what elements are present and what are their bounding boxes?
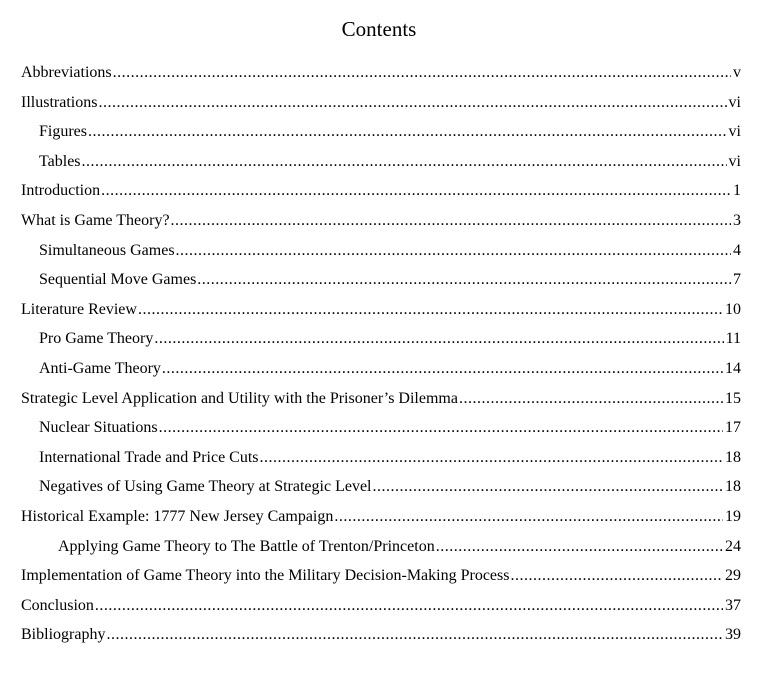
toc-entry-page: 18 [725,448,741,466]
dot-leader [106,620,723,650]
toc-entry[interactable] [21,88,741,118]
toc-entry-label: Applying Game Theory to The Battle of Trenton/Princeton [58,537,435,555]
toc-entry-page: 37 [725,596,741,614]
toc-entry-label: Bibliography [21,626,106,644]
dot-leader [171,206,731,236]
toc-entry-page: 7 [733,271,741,289]
dot-leader [95,591,723,621]
toc-entry-label: Negatives of Using Game Theory at Strategic Level [39,478,372,496]
toc-entry-page: 10 [725,300,741,318]
dot-leader [197,265,731,295]
toc-entry-page: 1 [733,182,741,200]
toc-entry-label: Nuclear Situations [39,419,158,437]
toc-entry-page: vi [728,123,741,141]
toc-subentry[interactable] [21,324,741,354]
dot-leader [113,58,731,88]
dot-leader [138,295,723,325]
toc-entry-page: 39 [725,626,741,644]
toc-entry[interactable] [21,591,741,621]
toc-entry-page: vi [728,152,741,170]
toc-entry-page: 29 [725,567,741,585]
dot-leader [260,443,723,473]
toc-subentry[interactable] [21,147,741,177]
toc-entry-label: Implementation of Game Theory into the Military Decision-Making Process [21,567,510,585]
toc-subentry[interactable] [21,236,741,266]
toc-subentry[interactable] [21,413,741,443]
toc-entry-label: Simultaneous Games [39,241,175,259]
toc-entry-page: 3 [733,211,741,229]
toc-entry-page: 19 [725,507,741,525]
dot-leader [88,117,727,147]
dot-leader [510,561,723,591]
toc-entry-page: 15 [725,389,741,407]
toc-entry[interactable] [21,176,741,206]
toc-entry-page: 18 [725,478,741,496]
dot-leader [436,532,723,562]
dot-leader [459,384,723,414]
toc-entry-page: 11 [725,330,741,348]
dot-leader [162,354,723,384]
dot-leader [98,88,726,118]
toc-entry[interactable] [21,620,741,650]
toc-entry-label: Tables [39,152,81,170]
toc-entry-page: 4 [733,241,741,259]
toc-subentry[interactable] [21,472,741,502]
toc-entry-label: Illustrations [21,93,98,111]
toc-entry-label: Abbreviations [21,64,112,81]
table-of-contents [21,58,741,650]
toc-entry-page: vi [728,93,741,111]
toc-entry-label: Figures [39,123,87,141]
toc-entry-label: International Trade and Price Cuts [39,448,259,466]
dot-leader [176,236,731,266]
toc-entry-label: Strategic Level Application and Utility with the Prisoner’s Dilemma [21,389,458,407]
dot-leader [101,176,731,206]
toc-entry-page: v [733,64,741,81]
dot-leader [334,502,723,532]
toc-entry-page: 14 [725,359,741,377]
toc-entry-label: Introduction [21,182,101,200]
toc-entry[interactable] [21,295,741,325]
toc-subsubentry[interactable] [21,532,741,562]
toc-entry-page: 17 [725,419,741,437]
toc-subentry[interactable] [21,354,741,384]
toc-entry-label: Sequential Move Games [39,271,197,289]
toc-entry-label: What is Game Theory? [21,211,170,229]
toc-entry[interactable] [21,384,741,414]
toc-entry[interactable] [21,502,741,532]
page-title: Contents [341,17,417,41]
toc-entry[interactable] [21,206,741,236]
toc-subentry[interactable] [21,117,741,147]
dot-leader [159,413,723,443]
dot-leader [372,472,723,502]
toc-entry-label: Anti-Game Theory [39,359,161,377]
toc-subentry[interactable] [21,265,741,295]
toc-entry-label: Pro Game Theory [39,330,154,348]
toc-entry[interactable] [21,58,741,88]
toc-entry[interactable] [21,561,741,591]
toc-entry-page: 24 [725,537,741,555]
dot-leader [154,324,723,354]
toc-entry-label: Historical Example: 1777 New Jersey Campaign [21,507,334,525]
toc-subentry[interactable] [21,443,741,473]
toc-entry-label: Literature Review [21,300,137,318]
dot-leader [82,147,727,177]
toc-entry-label: Conclusion [21,596,94,614]
